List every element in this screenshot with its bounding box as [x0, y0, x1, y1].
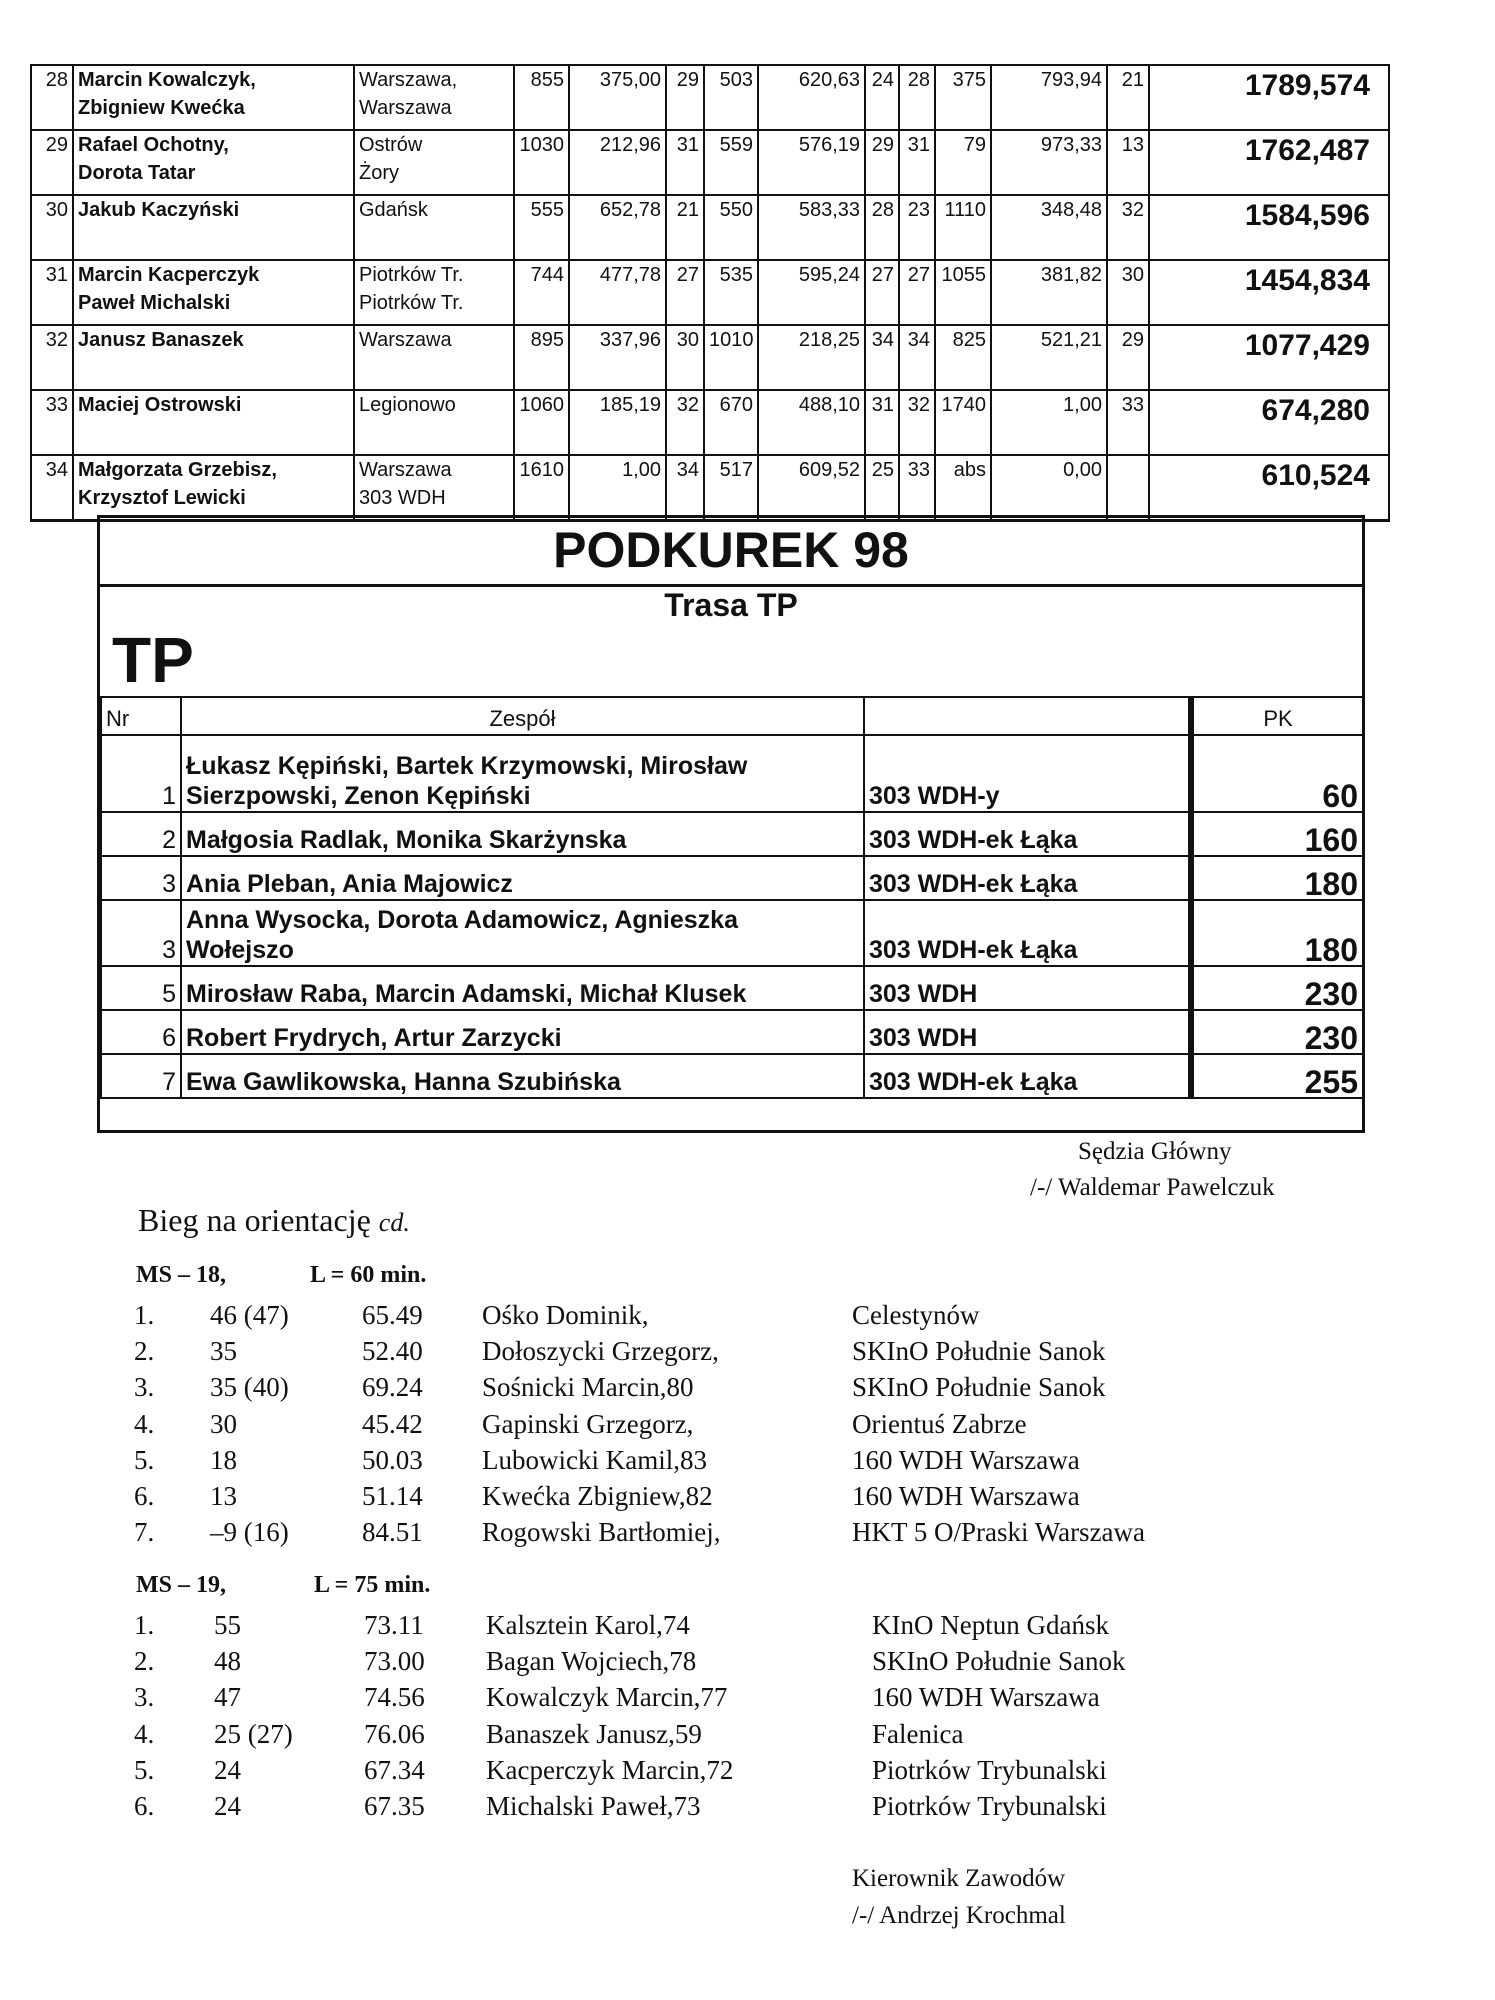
total-score-cell: 674,280: [1149, 390, 1389, 455]
team-club: 303 WDH: [864, 1010, 1191, 1054]
value-cell: 744: [514, 260, 569, 325]
result-pts: 24: [214, 1791, 241, 1821]
value-cell: 477,78: [569, 260, 666, 325]
team-member-line: Ania Pleban, Ania Majowicz: [186, 870, 513, 898]
result-name: Kwećka Zbigniew,82: [482, 1481, 713, 1511]
team-member-line: Małgosia Radlak, Monika Skarżynska: [186, 826, 627, 854]
value-cell: 1610: [514, 455, 569, 521]
header-team: Zespół: [181, 697, 864, 735]
result-time: 45.42: [362, 1408, 423, 1439]
value-cell: 28: [865, 195, 899, 260]
total-score-cell: 1584,596: [1149, 195, 1389, 260]
result-name: Banaszek Janusz,59: [486, 1718, 702, 1749]
results-table: [30, 64, 1390, 522]
city-name: Piotrków Tr.: [359, 292, 464, 314]
team-pk: 160: [1191, 812, 1363, 856]
position-cell: 30: [31, 195, 73, 260]
competitor-name: Marcin Kowalczyk,: [78, 69, 256, 91]
result-place: 2.: [134, 1646, 155, 1677]
route-subtitle: Trasa TP: [664, 587, 798, 623]
value-cell: 375: [935, 65, 991, 130]
result-pts: 24: [214, 1754, 241, 1785]
table-row: [31, 65, 1389, 130]
result-place: 1.: [134, 1610, 155, 1640]
value-cell: 503: [704, 65, 758, 130]
team-member-line: Sierzpowski, Zenon Kępiński: [186, 782, 531, 810]
value-cell: 29: [666, 65, 704, 130]
value-cell: 30: [1107, 260, 1149, 325]
result-name: Lubowicki Kamil,83: [482, 1444, 707, 1475]
value-cell: 34: [899, 325, 935, 390]
result-time: 52.40: [362, 1336, 423, 1367]
category-label: MS – 19,: [136, 1572, 226, 1598]
value-cell: 488,10: [758, 390, 865, 455]
header-pk: PK: [1191, 697, 1363, 735]
team-pk: 230: [1191, 966, 1363, 1010]
result-place: 1.: [134, 1300, 155, 1330]
result-pts: 46 (47): [210, 1300, 289, 1330]
competitor-name: Paweł Michalski: [78, 292, 231, 314]
value-cell: 375,00: [569, 65, 666, 130]
result-place: 3.: [134, 1372, 155, 1403]
category-time-limit: L = 75 min.: [314, 1572, 431, 1598]
result-row: [0, 1517, 1495, 1553]
result-time: 69.24: [362, 1372, 423, 1403]
team-row: [101, 1054, 1363, 1098]
team-club: 303 WDH-ek Łąka: [864, 900, 1191, 966]
value-cell: 1740: [935, 390, 991, 455]
value-cell: 559: [704, 130, 758, 195]
team-row: [101, 735, 1363, 812]
value-cell: 32: [666, 390, 704, 455]
result-club: SKInO Południe Sanok: [852, 1336, 1106, 1367]
team-club: 303 WDH-ek Łąka: [864, 856, 1191, 900]
result-time: 67.34: [364, 1754, 425, 1785]
value-cell: 609,52: [758, 455, 865, 521]
result-place: 4.: [134, 1718, 155, 1749]
value-cell: 31: [666, 130, 704, 195]
result-time: 51.14: [362, 1481, 423, 1511]
city-name: Piotrków Tr.: [359, 264, 464, 286]
result-place: 7.: [134, 1517, 155, 1548]
value-cell: 23: [899, 195, 935, 260]
value-cell: 13: [1107, 130, 1149, 195]
bieg-title-cd: cd.: [378, 1208, 410, 1237]
judge-role: Sędzia Główny: [1078, 1138, 1232, 1165]
table-row: [31, 260, 1389, 325]
result-time: 65.49: [362, 1300, 423, 1330]
result-place: 4.: [134, 1408, 155, 1439]
team-row: [101, 900, 1363, 966]
value-cell: 27: [865, 260, 899, 325]
result-row: [0, 1791, 1495, 1827]
value-cell: 348,48: [991, 195, 1107, 260]
result-name: Michalski Paweł,73: [486, 1791, 701, 1821]
team-number: 6: [101, 1010, 181, 1054]
result-pts: 55: [214, 1610, 241, 1640]
city-name: Legionowo: [359, 394, 456, 416]
result-pts: 35: [210, 1336, 237, 1367]
value-cell: 29: [865, 130, 899, 195]
value-cell: 793,94: [991, 65, 1107, 130]
value-cell: 550: [704, 195, 758, 260]
competitor-names-cell: [73, 390, 354, 455]
value-cell: 218,25: [758, 325, 865, 390]
position-cell: 31: [31, 260, 73, 325]
result-club: Celestynów: [852, 1300, 980, 1330]
value-cell: 535: [704, 260, 758, 325]
result-row: [0, 1372, 1495, 1408]
result-time: 67.35: [364, 1791, 425, 1821]
value-cell: 185,19: [569, 390, 666, 455]
competitor-names-cell: [73, 455, 354, 521]
team-pk: 180: [1191, 856, 1363, 900]
team-club: 303 WDH-y: [864, 735, 1191, 812]
value-cell: 1110: [935, 195, 991, 260]
result-row: [0, 1409, 1495, 1445]
team-number: 3: [101, 900, 181, 966]
value-cell: 1055: [935, 260, 991, 325]
city-name: Warszawa: [359, 329, 452, 351]
team-number: 1: [101, 735, 181, 812]
competitor-name: Zbigniew Kwećka: [78, 97, 245, 119]
result-row: [0, 1610, 1495, 1646]
result-name: Kalsztein Karol,74: [486, 1610, 690, 1640]
value-cell: 670: [704, 390, 758, 455]
competitor-name: Jakub Kaczyński: [78, 199, 240, 221]
value-cell: 21: [666, 195, 704, 260]
judge-name: /-/ Waldemar Pawelczuk: [1030, 1174, 1275, 1201]
table-row: [31, 195, 1389, 260]
result-place: 6.: [134, 1791, 155, 1821]
class-label: TP: [112, 624, 194, 696]
team-members: [181, 735, 864, 812]
result-pts: 25 (27): [214, 1718, 293, 1749]
value-cell: 32: [1107, 195, 1149, 260]
value-cell: 1010: [704, 325, 758, 390]
value-cell: 595,24: [758, 260, 865, 325]
city-cell: [354, 390, 514, 455]
result-place: 5.: [134, 1754, 155, 1785]
result-pts: –9 (16): [210, 1517, 289, 1548]
value-cell: 27: [899, 260, 935, 325]
value-cell: 583,33: [758, 195, 865, 260]
total-score-cell: 1077,429: [1149, 325, 1389, 390]
team-number: 3: [101, 856, 181, 900]
result-row: [0, 1300, 1495, 1336]
team-members: [181, 1010, 864, 1054]
value-cell: 31: [899, 130, 935, 195]
value-cell: [1107, 455, 1149, 521]
city-name: Gdańsk: [359, 199, 428, 221]
competitor-name: Rafael Ochotny,: [78, 134, 229, 156]
team-club: 303 WDH-ek Łąka: [864, 1054, 1191, 1098]
result-row: [0, 1755, 1495, 1791]
city-cell: [354, 195, 514, 260]
result-club: Falenica: [872, 1718, 964, 1749]
value-cell: 517: [704, 455, 758, 521]
result-row: [0, 1481, 1495, 1517]
competitor-name: Krzysztof Lewicki: [78, 487, 246, 509]
city-name: Warszawa: [359, 97, 452, 119]
result-time: 73.00: [364, 1646, 425, 1677]
value-cell: 620,63: [758, 65, 865, 130]
podkurek-box: [97, 515, 1365, 1133]
competitor-name: Maciej Ostrowski: [78, 394, 242, 416]
result-pts: 13: [210, 1481, 237, 1511]
table-row: [31, 390, 1389, 455]
result-time: 84.51: [362, 1517, 423, 1548]
total-score-cell: 1762,487: [1149, 130, 1389, 195]
result-time: 50.03: [362, 1444, 423, 1475]
position-cell: 29: [31, 130, 73, 195]
result-club: 160 WDH Warszawa: [872, 1682, 1100, 1713]
value-cell: 25: [865, 455, 899, 521]
value-cell: 32: [899, 390, 935, 455]
team-pk: 60: [1191, 735, 1363, 812]
team-member-line: Łukasz Kępiński, Bartek Krzymowski, Mirosław: [186, 752, 748, 780]
value-cell: 337,96: [569, 325, 666, 390]
podkurek-table: [100, 696, 1364, 1099]
value-cell: 855: [514, 65, 569, 130]
result-name: Dołoszycki Grzegorz,: [482, 1336, 719, 1367]
city-cell: [354, 65, 514, 130]
category-time-limit: L = 60 min.: [310, 1262, 427, 1288]
result-club: Piotrków Trybunalski: [872, 1791, 1107, 1821]
value-cell: 1030: [514, 130, 569, 195]
result-club: Piotrków Trybunalski: [872, 1754, 1107, 1785]
value-cell: 825: [935, 325, 991, 390]
value-cell: 30: [666, 325, 704, 390]
total-score-cell: 610,524: [1149, 455, 1389, 521]
value-cell: 28: [899, 65, 935, 130]
team-member-line: Mirosław Raba, Marcin Adamski, Michał Klusek: [186, 980, 747, 1008]
result-pts: 30: [210, 1408, 237, 1439]
team-number: 5: [101, 966, 181, 1010]
table-row: [31, 130, 1389, 195]
value-cell: 34: [666, 455, 704, 521]
city-name: Ostrów: [359, 134, 423, 156]
team-number: 2: [101, 812, 181, 856]
value-cell: 1,00: [569, 455, 666, 521]
total-score-cell: 1454,834: [1149, 260, 1389, 325]
result-club: SKInO Południe Sanok: [852, 1372, 1106, 1403]
result-pts: 35 (40): [210, 1372, 289, 1403]
value-cell: 29: [1107, 325, 1149, 390]
value-cell: 27: [666, 260, 704, 325]
team-members: [181, 856, 864, 900]
value-cell: 576,19: [758, 130, 865, 195]
value-cell: 33: [899, 455, 935, 521]
value-cell: 1,00: [991, 390, 1107, 455]
city-cell: [354, 325, 514, 390]
table-row: [31, 325, 1389, 390]
value-cell: 212,96: [569, 130, 666, 195]
value-cell: 555: [514, 195, 569, 260]
competitor-names-cell: [73, 130, 354, 195]
value-cell: 1060: [514, 390, 569, 455]
value-cell: 21: [1107, 65, 1149, 130]
position-cell: 32: [31, 325, 73, 390]
result-name: Ośko Dominik,: [482, 1300, 649, 1330]
result-club: 160 WDH Warszawa: [852, 1444, 1080, 1475]
team-club: 303 WDH: [864, 966, 1191, 1010]
position-cell: 28: [31, 65, 73, 130]
result-row: [0, 1646, 1495, 1682]
result-pts: 18: [210, 1444, 237, 1475]
competitor-name: Dorota Tatar: [78, 162, 196, 184]
team-members: [181, 900, 864, 966]
team-member-line: Robert Frydrych, Artur Zarzycki: [186, 1024, 562, 1052]
table-row: [31, 455, 1389, 521]
result-club: HKT 5 O/Praski Warszawa: [852, 1517, 1146, 1548]
result-name: Kowalczyk Marcin,77: [486, 1682, 728, 1713]
result-name: Sośnicki Marcin,80: [482, 1372, 694, 1403]
value-cell: 652,78: [569, 195, 666, 260]
value-cell: abs: [935, 455, 991, 521]
result-name: Rogowski Bartłomiej,: [482, 1517, 721, 1548]
competitor-name: Małgorzata Grzebisz,: [78, 459, 277, 481]
team-row: [101, 966, 1363, 1010]
result-place: 6.: [134, 1481, 155, 1511]
city-name: Warszawa,: [359, 69, 458, 91]
value-cell: 895: [514, 325, 569, 390]
competitor-names-cell: [73, 195, 354, 260]
result-place: 3.: [134, 1682, 155, 1713]
value-cell: 31: [865, 390, 899, 455]
competitor-name: Janusz Banaszek: [78, 329, 244, 351]
city-name: Żory: [359, 162, 399, 184]
result-row: [0, 1445, 1495, 1481]
bieg-title: [138, 1202, 410, 1239]
team-pk: 230: [1191, 1010, 1363, 1054]
city-cell: [354, 260, 514, 325]
team-member-line: Wołejszo: [186, 936, 294, 964]
result-time: 73.11: [364, 1610, 424, 1640]
result-time: 74.56: [364, 1682, 425, 1713]
result-club: SKInO Południe Sanok: [872, 1646, 1126, 1677]
team-number: 7: [101, 1054, 181, 1098]
competitor-names-cell: [73, 325, 354, 390]
city-cell: [354, 455, 514, 521]
team-row: [101, 812, 1363, 856]
bieg-title-text: Bieg na orientację: [138, 1202, 371, 1238]
director-name: /-/ Andrzej Krochmal: [852, 1902, 1066, 1929]
category-label: MS – 18,: [136, 1262, 226, 1288]
city-name: Warszawa: [359, 459, 452, 481]
result-place: 2.: [134, 1336, 155, 1367]
city-cell: [354, 130, 514, 195]
team-member-line: Ewa Gawlikowska, Hanna Szubińska: [186, 1068, 621, 1096]
team-member-line: Anna Wysocka, Dorota Adamowicz, Agnieszka: [186, 906, 738, 934]
header-nr: Nr: [101, 697, 181, 735]
team-pk: 180: [1191, 900, 1363, 966]
result-row: [0, 1719, 1495, 1755]
competitor-names-cell: [73, 65, 354, 130]
result-club: KInO Neptun Gdańsk: [872, 1610, 1109, 1640]
result-pts: 48: [214, 1646, 241, 1677]
competitor-name: Marcin Kacperczyk: [78, 264, 260, 286]
value-cell: 973,33: [991, 130, 1107, 195]
value-cell: 521,21: [991, 325, 1107, 390]
result-row: [0, 1682, 1495, 1718]
team-members: [181, 966, 864, 1010]
podkurek-title: PODKUREK 98: [100, 518, 1362, 587]
result-name: Bagan Wojciech,78: [486, 1646, 697, 1677]
value-cell: 34: [865, 325, 899, 390]
team-row: [101, 856, 1363, 900]
director-role: Kierownik Zawodów: [852, 1865, 1066, 1892]
team-members: [181, 812, 864, 856]
value-cell: 381,82: [991, 260, 1107, 325]
result-club: 160 WDH Warszawa: [852, 1481, 1080, 1511]
result-pts: 47: [214, 1682, 241, 1713]
result-place: 5.: [134, 1444, 155, 1475]
value-cell: 0,00: [991, 455, 1107, 521]
result-name: Kacperczyk Marcin,72: [486, 1754, 734, 1785]
position-cell: 33: [31, 390, 73, 455]
value-cell: 24: [865, 65, 899, 130]
team-row: [101, 1010, 1363, 1054]
result-name: Gapinski Grzegorz,: [482, 1408, 694, 1439]
team-members: [181, 1054, 864, 1098]
header-club: [864, 697, 1191, 735]
value-cell: 79: [935, 130, 991, 195]
team-club: 303 WDH-ek Łąka: [864, 812, 1191, 856]
total-score-cell: 1789,574: [1149, 65, 1389, 130]
result-row: [0, 1336, 1495, 1372]
position-cell: 34: [31, 455, 73, 521]
result-club: Orientuś Zabrze: [852, 1408, 1027, 1439]
value-cell: 33: [1107, 390, 1149, 455]
competitor-names-cell: [73, 260, 354, 325]
team-pk: 255: [1191, 1054, 1363, 1098]
city-name: 303 WDH: [359, 487, 446, 509]
table-header-row: [101, 697, 1363, 735]
result-time: 76.06: [364, 1718, 425, 1749]
